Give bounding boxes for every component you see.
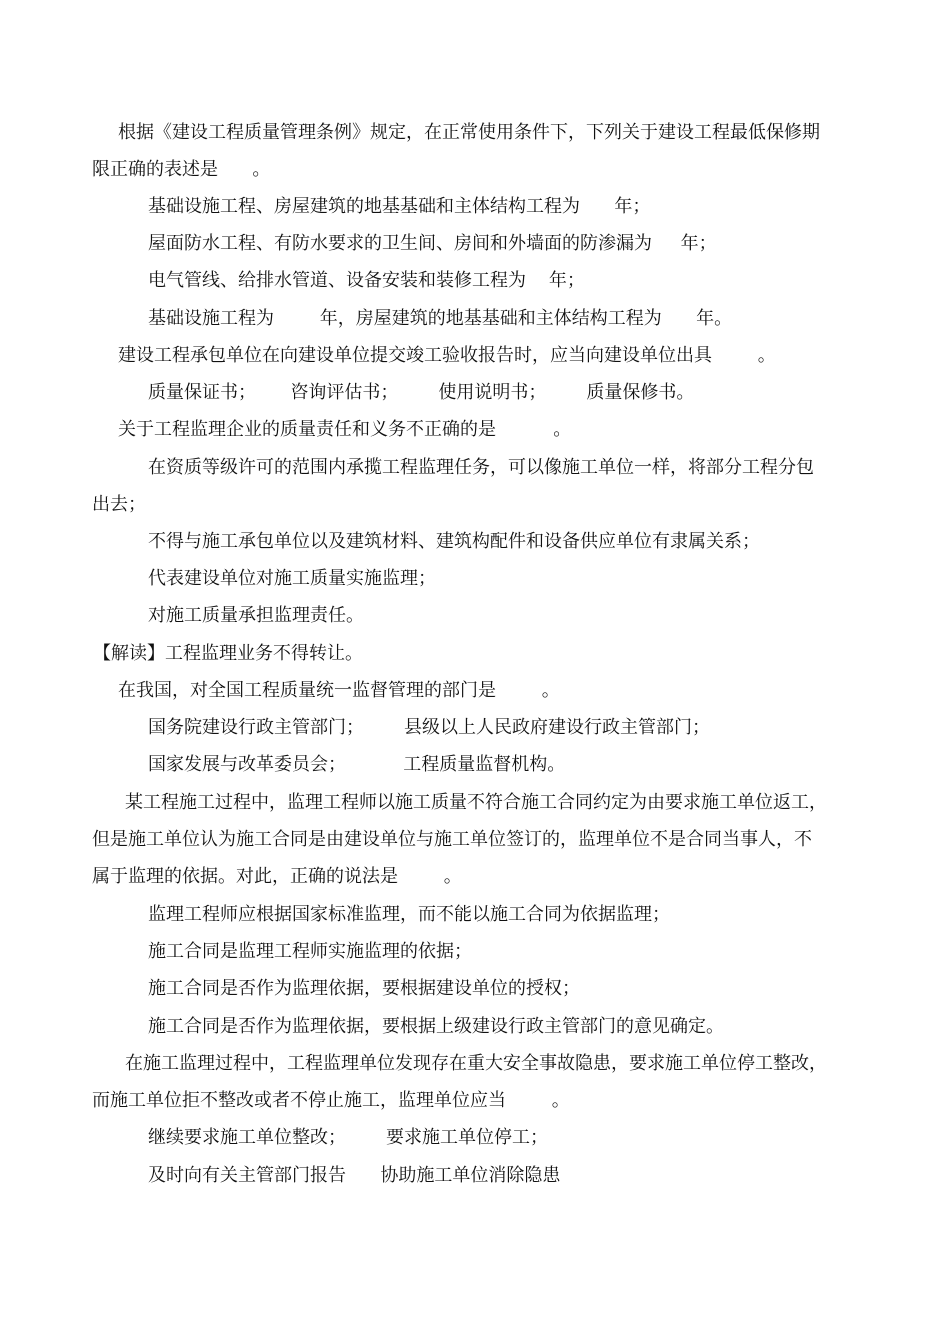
- q1-option-c: 电气管线、给排水管道、设备安装和装修工程为 年；: [148, 270, 585, 291]
- q5-stem-line2: 但是施工单位认为施工合同是由建设单位与施工单位签订的，监理单位不是合同当事人，不: [92, 829, 812, 850]
- q1-option-d: 基础设施工程为 年，房屋建筑的地基基础和主体结构工程为 年。: [148, 308, 733, 329]
- q4-stem: 在我国，对全国工程质量统一监督管理的部门是 。: [118, 680, 560, 701]
- q3-option-b: 不得与施工承包单位以及建筑材料、建筑构配件和设备供应单位有隶属关系；: [148, 531, 760, 552]
- q5-stem-line1: 某工程施工过程中，监理工程师以施工质量不符合施工合同约定为由要求施工单位返工，: [125, 792, 827, 813]
- q1-option-a: 基础设施工程、房屋建筑的地基基础和主体结构工程为 年；: [148, 196, 651, 217]
- q3-option-a-line2: 出去；: [92, 494, 146, 515]
- q3-option-d: 对施工质量承担监理责任。: [148, 605, 364, 626]
- q5-option-b: 施工合同是监理工程师实施监理的依据；: [148, 941, 472, 962]
- q5-option-d: 施工合同是否作为监理依据，要根据上级建设行政主管部门的意见确定。: [148, 1016, 724, 1037]
- q3-stem: 关于工程监理企业的质量责任和义务不正确的是 。: [118, 419, 572, 440]
- q6-options-line1: 继续要求施工单位整改； 要求施工单位停工；: [148, 1127, 549, 1148]
- q1-stem-line1: 根据《建设工程质量管理条例》规定，在正常使用条件下，下列关于建设工程最低保修期: [118, 122, 820, 143]
- q3-option-c: 代表建设单位对施工质量实施监理；: [148, 568, 436, 589]
- q6-stem-line2: 而施工单位拒不整改或者不停止施工，监理单位应当 。: [92, 1090, 570, 1111]
- q1-stem-line2: 限正确的表述是 。: [92, 159, 271, 180]
- q5-option-c: 施工合同是否作为监理依据，要根据建设单位的授权；: [148, 978, 580, 999]
- q6-options-line2: 及时向有关主管部门报告 协助施工单位消除隐患: [148, 1165, 561, 1186]
- q5-option-a: 监理工程师应根据国家标准监理，而不能以施工合同为依据监理；: [148, 904, 670, 925]
- q1-option-b: 屋面防水工程、有防水要求的卫生间、房间和外墙面的防渗漏为 年；: [148, 233, 717, 254]
- q4-options-line2: 国家发展与改革委员会； 工程质量监督机构。: [148, 754, 566, 775]
- q6-stem-line1: 在施工监理过程中，工程监理单位发现存在重大安全事故隐患，要求施工单位停工整改，: [125, 1053, 827, 1074]
- q3-option-a-line1: 在资质等级许可的范围内承揽工程监理任务，可以像施工单位一样，将部分工程分包: [148, 457, 814, 478]
- q4-options-line1: 国务院建设行政主管部门； 县级以上人民政府建设行政主管部门；: [148, 717, 711, 738]
- q5-stem-line3: 属于监理的依据。对此，正确的说法是 。: [92, 866, 462, 887]
- q2-options: 质量保证书； 咨询评估书； 使用说明书； 质量保修书。: [148, 382, 695, 403]
- q2-stem: 建设工程承包单位在向建设单位提交竣工验收报告时，应当向建设单位出具 。: [118, 345, 776, 366]
- q3-explanation: 【解读】工程监理业务不得转让。: [93, 643, 363, 664]
